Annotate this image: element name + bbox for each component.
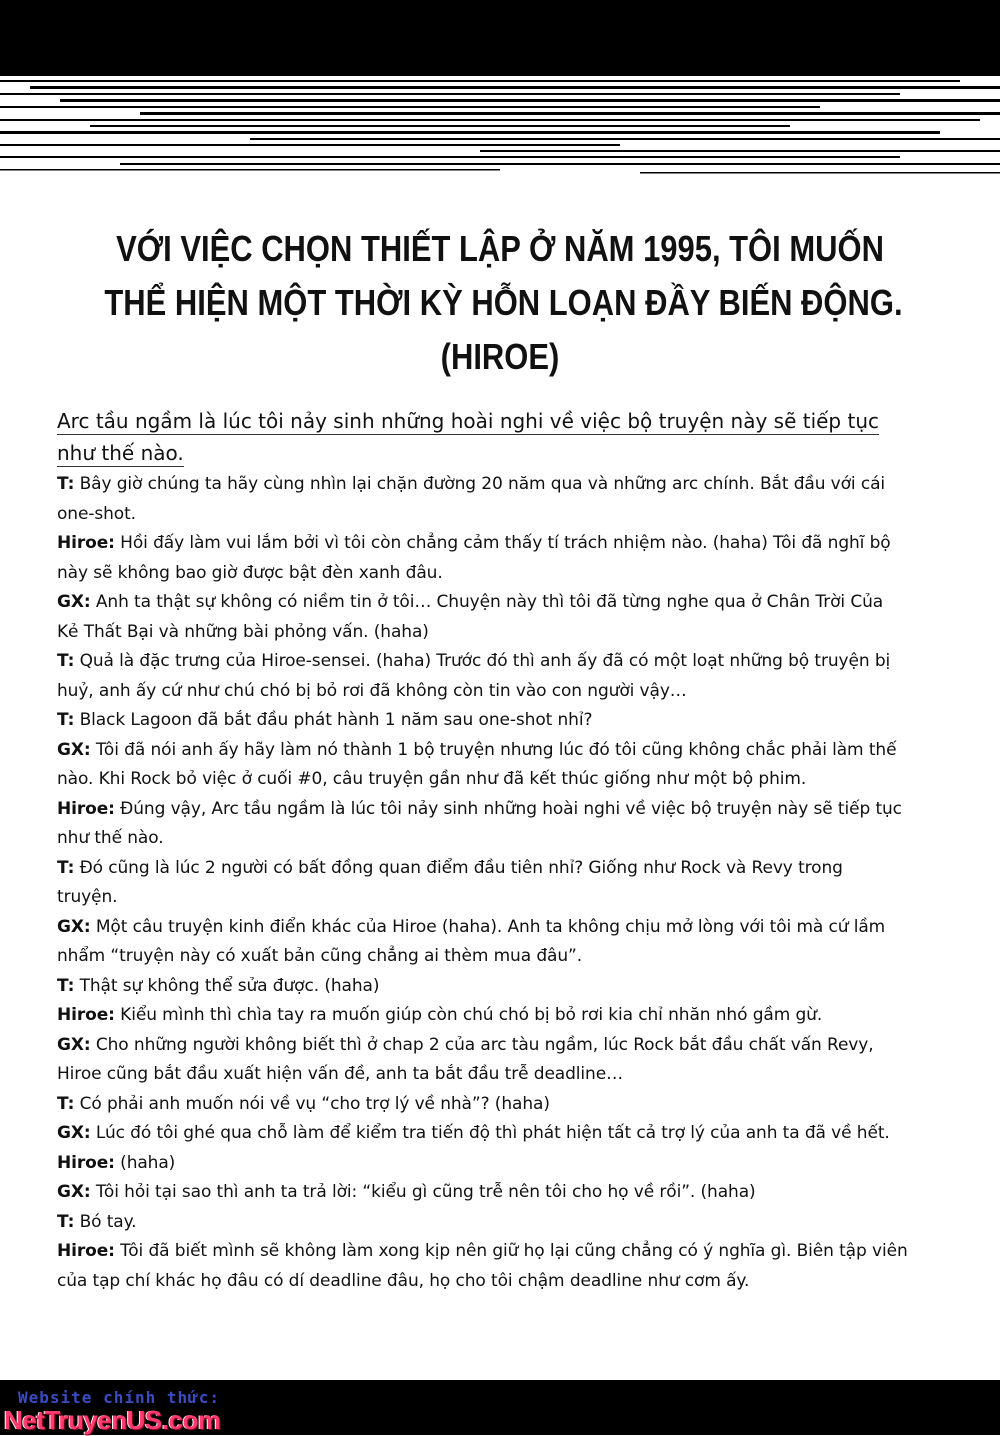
website-label: Website chính thức: — [18, 1388, 221, 1407]
title-line-3: (HIROE) — [440, 336, 560, 377]
speaker-label: Hiroe: — [57, 1152, 115, 1173]
speaker-label: Hiroe: — [57, 798, 115, 819]
dialogue-entry — [57, 795, 952, 854]
dialogue-text-continued: của tạp chí khác họ đâu có dí deadline đâu, họ cho tôi chậm deadline như cơm ấy. — [57, 1270, 750, 1291]
speaker-label: T: — [57, 1093, 75, 1114]
speaker-label: GX: — [57, 916, 91, 937]
speaker-label: T: — [57, 651, 75, 671]
dialogue-text-continued: này sẽ không bao giờ được bật đèn xanh đâu. — [57, 562, 443, 583]
interview-dialogue — [57, 470, 952, 1296]
dialogue-text: Cho những người không biết thì ở chap 2 của arc tàu ngầm, lúc Rock bắt đầu chất vấn Revy, — [90, 1034, 874, 1055]
dialogue-text: Tôi hỏi tại sao thì anh ta trả lời: “kiểu gì cũng trễ nên tôi cho họ về rồi”. (haha) — [90, 1182, 756, 1202]
dialogue-text: Hồi đấy làm vui lắm bởi vì tôi còn chẳng cảm thấy tí trách nhiệm nào. (haha) Tôi đã nghĩ bộ — [114, 533, 891, 553]
subtitle-line-2: như thế nào. — [57, 441, 184, 465]
dialogue-entry — [57, 913, 952, 972]
speaker-label: Hiroe: — [57, 1241, 115, 1261]
site-brand-logo[interactable]: NetTruyenUS.com — [4, 1405, 221, 1435]
dialogue-entry — [57, 1149, 952, 1179]
dialogue-text: Có phải anh muốn nói về vụ “cho trợ lý về nhà”? (haha) — [74, 1093, 550, 1114]
dialogue-text: Quả là đặc trưng của Hiroe-sensei. (haha) Trước đó thì anh ấy đã có một loạt những bộ truyện bị — [74, 651, 891, 671]
dialogue-entry — [57, 470, 952, 529]
dialogue-entry — [57, 854, 952, 913]
dialogue-text-continued: one-shot. — [57, 503, 136, 524]
subtitle-block — [57, 405, 947, 469]
dialogue-text: Kiểu mình thì chìa tay ra muốn giúp còn chú chó bị bỏ rơi kia chỉ nhăn nhó gầm gừ. — [114, 1005, 823, 1025]
dialogue-text: Đó cũng là lúc 2 người có bất đồng quan điểm đầu tiên nhỉ? Giống như Rock và Revy trong — [74, 857, 843, 878]
dialogue-entry — [57, 529, 952, 588]
dialogue-text-continued: nhẩm “truyện này có xuất bản cũng chẳng ai thèm mua đâu”. — [57, 946, 583, 966]
title-line-1: VỚI VIỆC CHỌN THIẾT LẬP Ở NĂM 1995, TÔI MUỐN — [116, 228, 884, 269]
dialogue-entry — [57, 1090, 952, 1120]
dialogue-text: Tôi đã biết mình sẽ không làm xong kịp nên giữ họ lại cũng chẳng có ý nghĩa gì. Biên tập viên — [114, 1241, 908, 1261]
dialogue-text-continued: truyện. — [57, 887, 118, 907]
dialogue-text: Thật sự không thể sửa được. (haha) — [74, 975, 380, 996]
dialogue-text: Một câu truyện kinh điển khác của Hiroe (haha). Anh ta không chịu mở lòng với tôi mà cứ lầm — [90, 916, 886, 937]
footer-band — [0, 1380, 1000, 1435]
speaker-label: GX: — [57, 592, 91, 612]
dialogue-text-continued: Hiroe cũng bắt đầu xuất hiện vấn đề, anh ta bắt đầu trễ deadline… — [57, 1064, 623, 1084]
speaker-label: GX: — [57, 1123, 91, 1143]
page-title — [104, 222, 903, 384]
dialogue-text: Bây giờ chúng ta hãy cùng nhìn lại chặn đường 20 năm qua và những arc chính. Bắt đầu với cái — [74, 474, 886, 494]
dialogue-text-continued: nào. Khi Rock bỏ việc ở cuối #0, câu truyện gần như đã kết thúc giống như một bộ phim. — [57, 769, 807, 789]
dialogue-entry — [57, 1001, 952, 1031]
dialogue-text: Tôi đã nói anh ấy hãy làm nó thành 1 bộ truyện nhưng lúc đó tôi cũng không chắc phải làm thế — [90, 739, 897, 760]
dialogue-entry — [57, 736, 952, 795]
speaker-label: T: — [57, 857, 75, 878]
speaker-label: GX: — [57, 1182, 91, 1202]
speaker-label: GX: — [57, 1034, 91, 1055]
dialogue-entry — [57, 1178, 952, 1208]
dialogue-entry — [57, 1119, 952, 1149]
speed-lines-decoration — [0, 60, 1000, 190]
dialogue-text-continued: Kẻ Thất Bại và những bài phỏng vấn. (haha) — [57, 621, 429, 642]
subtitle — [57, 405, 947, 469]
speaker-label: T: — [57, 710, 75, 730]
dialogue-text: Anh ta thật sự không có niềm tin ở tôi… Chuyện này thì tôi đã từng nghe qua ở Chân Trời Của — [90, 592, 884, 612]
dialogue-entry — [57, 1031, 952, 1090]
speaker-label: T: — [57, 1211, 75, 1232]
speaker-label: T: — [57, 975, 75, 996]
dialogue-text: Black Lagoon đã bắt đầu phát hành 1 năm sau one-shot nhỉ? — [74, 710, 593, 730]
dialogue-entry — [57, 647, 952, 706]
subtitle-line-1: Arc tầu ngầm là lúc tôi nảy sinh những hoài nghi về việc bộ truyện này sẽ tiếp tục — [57, 409, 880, 433]
dialogue-text-continued: như thế nào. — [57, 828, 164, 848]
dialogue-entry — [57, 1237, 952, 1296]
speaker-label: T: — [57, 474, 75, 494]
dialogue-text: Bó tay. — [74, 1211, 137, 1232]
dialogue-text: (haha) — [114, 1152, 176, 1173]
title-line-2: THỂ HIỆN MỘT THỜI KỲ HỖN LOẠN ĐẦY BIẾN ĐỘNG. — [104, 282, 903, 323]
speaker-label: Hiroe: — [57, 1005, 115, 1025]
dialogue-entry — [57, 972, 952, 1002]
dialogue-text: Đúng vậy, Arc tầu ngầm là lúc tôi nảy sinh những hoài nghi về việc bộ truyện này sẽ tiếp tục — [114, 798, 902, 819]
dialogue-text-continued: huỷ, anh ấy cứ như chú chó bị bỏ rơi đã không còn tin vào con người vậy… — [57, 680, 687, 701]
speaker-label: GX: — [57, 739, 91, 760]
speaker-label: Hiroe: — [57, 533, 115, 553]
dialogue-entry — [57, 1208, 952, 1238]
dialogue-entry — [57, 588, 952, 647]
dialogue-text: Lúc đó tôi ghé qua chỗ làm để kiểm tra tiến độ thì phát hiện tất cả trợ lý của anh ta đã về hết. — [90, 1123, 890, 1143]
dialogue-entry — [57, 706, 952, 736]
